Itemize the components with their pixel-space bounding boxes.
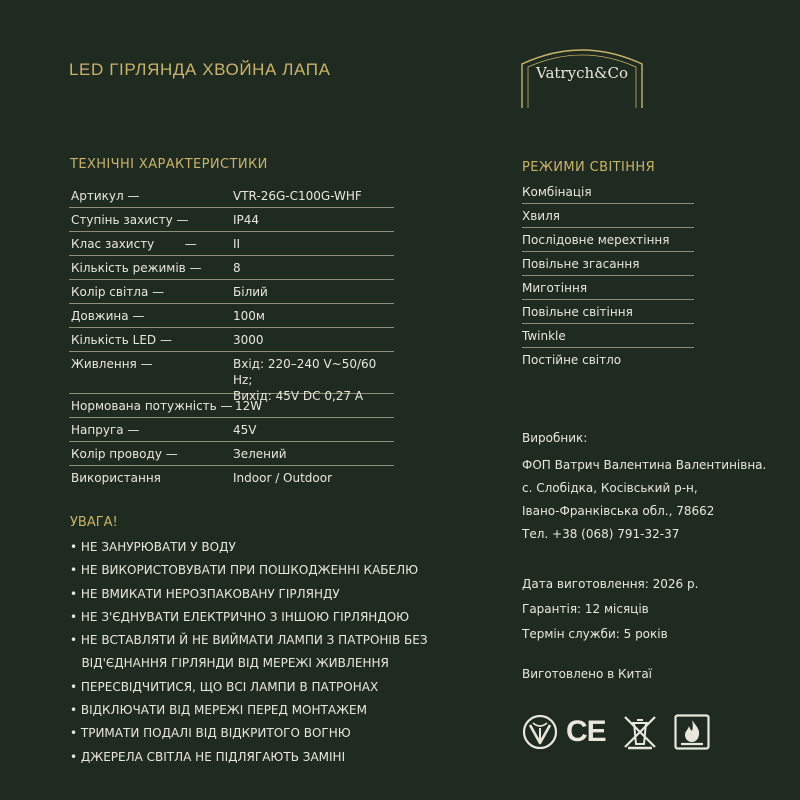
spec-label: Напруга —	[71, 423, 140, 437]
spec-value: 8	[233, 261, 241, 275]
spec-row	[69, 184, 394, 208]
spec-label: Нормована потужність —	[71, 399, 233, 413]
spec-row	[69, 442, 394, 466]
ukrsepro-icon	[522, 714, 558, 750]
spec-value: Indoor / Outdoor	[233, 471, 333, 485]
warning-item: • ТРИМАТИ ПОДАЛІ ВІД ВІДКРИТОГО ВОГНЮ	[70, 726, 351, 741]
warranty: Гарантія: 12 місяців	[522, 602, 649, 616]
spec-label: Кількість LED —	[71, 333, 172, 347]
weee-bin-icon	[622, 714, 658, 750]
spec-label: Довжина —	[71, 309, 145, 323]
country-of-origin: Виготовлено в Китаї	[522, 667, 653, 681]
spec-row	[69, 256, 394, 280]
manufacturer-line: Тел. +38 (068) 791-32-37	[522, 527, 680, 541]
spec-value: 45V	[233, 423, 257, 437]
spec-row	[69, 280, 394, 304]
warning-item: ВІД'ЄДНАННЯ ГІРЛЯНДИ ВІД МЕРЕЖІ ЖИВЛЕННЯ	[70, 656, 389, 671]
spec-row	[69, 328, 394, 352]
modes-list	[522, 180, 694, 371]
warning-item: • НЕ ВИКОРИСТОВУВАТИ ПРИ ПОШКОДЖЕННІ КАБЕЛЮ	[70, 563, 419, 578]
manufacturer-heading: Виробник:	[522, 431, 588, 445]
spec-label: Колір світла —	[71, 285, 165, 299]
spec-value-line: Вхід: 220–240 V~50/60 Hz;	[233, 357, 377, 387]
mode-item: Хвиля	[522, 204, 694, 228]
spec-row	[69, 418, 394, 442]
mode-item: Комбінація	[522, 180, 694, 204]
brand-logo	[520, 42, 644, 110]
spec-label: Кількість режимів —	[71, 261, 202, 275]
spec-value: 3000	[233, 333, 264, 347]
warning-item: • НЕ ВМИКАТИ НЕРОЗПАКОВАНУ ГІРЛЯНДУ	[70, 586, 340, 601]
mode-item: Послідовне мерехтіння	[522, 228, 694, 252]
ce-mark-icon: CE	[566, 715, 606, 748]
flammable-icon	[674, 714, 710, 750]
mode-item: Twinkle	[522, 324, 694, 348]
specs-heading: ТЕХНІЧНІ ХАРАКТЕРИСТИКИ	[70, 157, 268, 172]
warning-item: • НЕ ЗАНУРЮВАТИ У ВОДУ	[70, 540, 236, 554]
modes-heading: РЕЖИМИ СВІТІННЯ	[522, 160, 656, 175]
spec-label: Артикул —	[71, 189, 140, 203]
warning-heading: УВАГА!	[70, 515, 118, 530]
spec-value: 100м	[233, 309, 265, 323]
product-title: LED ГІРЛЯНДА ХВОЙНА ЛАПА	[69, 60, 331, 79]
spec-label: Живлення —	[71, 357, 153, 371]
spec-row	[69, 304, 394, 328]
specs-table	[69, 184, 394, 489]
spec-row	[69, 466, 394, 489]
mode-item: Миготіння	[522, 276, 694, 300]
spec-value-line: Вихід: 45V DC 0,27 A	[233, 389, 364, 403]
spec-row	[69, 352, 394, 403]
spec-label: Використання	[71, 471, 161, 485]
mode-item: Постійне світло	[522, 353, 622, 367]
spec-value: Зелений	[233, 447, 287, 461]
warning-item: • ПЕРЕСВІДЧИТИСЯ, ЩО ВСІ ЛАМПИ В ПАТРОНАХ	[70, 679, 379, 694]
warning-list	[70, 536, 428, 769]
spec-label: Ступінь захисту —	[71, 213, 189, 227]
warning-item: • НЕ ВСТАВЛЯТИ Й НЕ ВИЙМАТИ ЛАМПИ З ПАТРОНІВ БЕЗ	[70, 633, 428, 648]
mode-item: Повільне згасання	[522, 252, 694, 276]
service-life: Термін служби: 5 років	[522, 627, 668, 641]
manufacturer-line: с. Слобідка, Косівський р-н,	[522, 481, 698, 495]
warning-item: • НЕ З'ЄДНУВАТИ ЕЛЕКТРИЧНО З ІНШОЮ ГІРЛЯНДОЮ	[70, 609, 410, 624]
spec-value: 12W	[235, 399, 263, 413]
spec-value: IP44	[233, 213, 260, 227]
spec-row	[69, 208, 394, 232]
manufacturer-line: Івано-Франківська обл., 78662	[522, 504, 715, 518]
spec-value: II	[233, 237, 241, 251]
spec-value: VTR-26G-C100G-WHF	[233, 189, 362, 203]
spec-label: Колір проводу —	[71, 447, 178, 461]
logo-text: Vatrych&Co	[536, 64, 628, 82]
warning-item: • ДЖЕРЕЛА СВІТЛА НЕ ПІДЛЯГАЮТЬ ЗАМІНІ	[70, 749, 346, 764]
mode-item: Повільне світіння	[522, 300, 694, 324]
manufacturer-line: ФОП Ватрич Валентина Валентинівна.	[522, 458, 767, 472]
spec-label: Клас захисту —	[71, 237, 197, 251]
spec-row	[69, 394, 394, 418]
spec-value: Білий	[233, 285, 268, 299]
manufacturer-info	[522, 454, 766, 546]
production-date: Дата виготовлення: 2026 р.	[522, 577, 699, 591]
spec-row	[69, 232, 394, 256]
warning-item: • ВІДКЛЮЧАТИ ВІД МЕРЕЖІ ПЕРЕД МОНТАЖЕМ	[70, 703, 367, 718]
